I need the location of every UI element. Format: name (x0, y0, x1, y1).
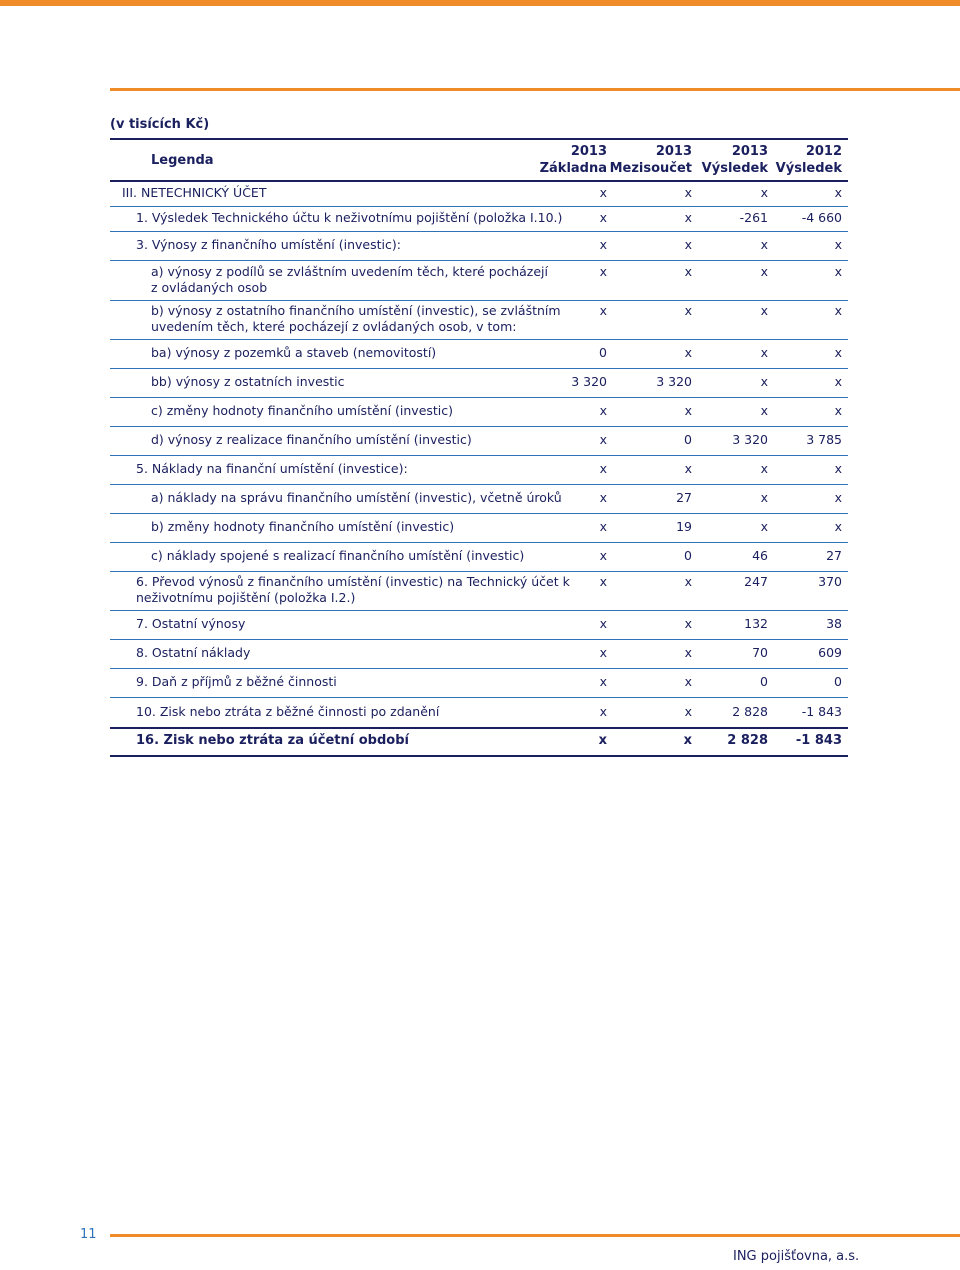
row-value-col-4: -1 843 (795, 733, 842, 748)
row-label-line: 8. Ostatní náklady (136, 645, 251, 660)
table-row (110, 485, 848, 514)
row-label (151, 548, 524, 564)
row-value-col-2: x (684, 303, 692, 318)
row-label (151, 303, 561, 335)
row-value-col-3: x (760, 264, 768, 279)
row-label-line: uvedením těch, které pocházejí z ovládaných osob, v tom: (151, 319, 517, 334)
row-label-line: c) náklady spojené s realizací finančního umístění (investic) (151, 548, 525, 563)
row-value-col-2: x (684, 704, 692, 719)
row-value-col-3: x (760, 185, 768, 200)
table-row (110, 611, 848, 640)
row-value-col-2: 0 (684, 548, 692, 563)
row-label (151, 374, 345, 390)
row-label-line: 5. Náklady na finanční umístění (investice): (136, 461, 408, 476)
row-value-col-1: x (599, 616, 607, 631)
row-value-col-1: x (599, 574, 607, 589)
legend-label: Legenda (151, 153, 214, 168)
row-value-col-4: x (834, 374, 842, 389)
row-label-line: neživotnímu pojištění (položka I.2.) (136, 590, 356, 605)
income-statement-table (110, 138, 848, 757)
row-value-col-1: x (598, 733, 607, 748)
row-value-col-3: x (760, 461, 768, 476)
row-value-col-4: x (834, 519, 842, 534)
row-label-line: 10. Zisk nebo ztráta z běžné činnosti po zdanění (136, 704, 440, 719)
row-value-col-3: 2 828 (727, 733, 768, 748)
row-value-col-3: 46 (752, 548, 768, 563)
row-value-col-3: 2 828 (732, 704, 768, 719)
row-label-line: bb) výnosy z ostatních investic (151, 374, 345, 389)
column-header-2012-vysledek: 2012 Výsledek (775, 144, 842, 176)
row-label-line: ba) výnosy z pozemků a staveb (nemovitostí) (151, 345, 437, 360)
row-value-col-3: 247 (744, 574, 768, 589)
row-label-line: b) výnosy z ostatního finančního umístění (investic), se zvláštním (151, 303, 561, 318)
unit-label: (v tisících Kč) (110, 117, 210, 132)
row-label-line: a) výnosy z podílů se zvláštním uvedením těch, které pocházejí (151, 264, 548, 279)
row-label-line: 3. Výnosy z finančního umístění (investic): (136, 237, 401, 252)
row-value-col-2: x (683, 733, 692, 748)
table-row (110, 398, 848, 427)
row-label-line: b) změny hodnoty finančního umístění (investic) (151, 519, 455, 534)
row-value-col-3: -261 (739, 210, 768, 225)
row-value-col-4: x (834, 237, 842, 252)
row-value-col-4: x (834, 490, 842, 505)
row-value-col-2: 0 (684, 432, 692, 447)
row-value-col-1: x (599, 645, 607, 660)
row-label (136, 461, 408, 477)
row-label (136, 674, 337, 690)
row-value-col-4: x (834, 403, 842, 418)
row-value-col-1: x (599, 519, 607, 534)
row-label (136, 616, 245, 632)
row-value-col-2: x (684, 645, 692, 660)
table-row (110, 427, 848, 456)
row-value-col-4: x (834, 303, 842, 318)
row-value-col-3: 3 320 (732, 432, 768, 447)
row-value-col-2: x (684, 210, 692, 225)
row-label (151, 519, 454, 535)
row-value-col-1: x (599, 185, 607, 200)
row-value-col-2: x (684, 185, 692, 200)
row-value-col-1: x (599, 210, 607, 225)
row-value-col-2: x (684, 674, 692, 689)
row-label-line: 16. Zisk nebo ztráta za účetní období (136, 733, 409, 748)
row-value-col-3: x (760, 237, 768, 252)
row-value-col-2: x (684, 237, 692, 252)
row-value-col-1: x (599, 264, 607, 279)
row-value-col-3: 0 (760, 674, 768, 689)
row-label (151, 403, 453, 419)
header-rule (110, 88, 960, 91)
row-label-line: 9. Daň z příjmů z běžné činnosti (136, 674, 337, 689)
row-value-col-4: x (834, 461, 842, 476)
row-value-col-4: x (834, 185, 842, 200)
row-label (151, 432, 472, 448)
table-row (110, 301, 848, 340)
row-label (136, 704, 439, 720)
row-value-col-3: x (760, 490, 768, 505)
row-value-col-4: 370 (818, 574, 842, 589)
row-value-col-2: x (684, 461, 692, 476)
row-value-col-4: x (834, 345, 842, 360)
row-value-col-4: 38 (826, 616, 842, 631)
top-accent-bar (0, 0, 960, 6)
table-row (110, 640, 848, 669)
row-value-col-1: x (599, 704, 607, 719)
brand-name: ING pojišťovna, a.s. (733, 1249, 860, 1264)
row-label-line: a) náklady na správu finančního umístění (investic), včetně úroků (151, 490, 562, 505)
row-value-col-4: 3 785 (806, 432, 842, 447)
row-value-col-1: x (599, 548, 607, 563)
row-value-col-2: x (684, 345, 692, 360)
row-value-col-1: x (599, 303, 607, 318)
row-value-col-2: 3 320 (656, 374, 692, 389)
table-row (110, 207, 848, 232)
row-label-line: 7. Ostatní výnosy (136, 616, 246, 631)
row-value-col-1: x (599, 490, 607, 505)
row-label (136, 210, 562, 226)
row-label (136, 645, 250, 661)
row-value-col-4: 27 (826, 548, 842, 563)
table-row (110, 727, 848, 755)
row-value-col-2: x (684, 403, 692, 418)
column-header-2013-zakladna: 2013 Základna (539, 144, 607, 176)
row-value-col-3: x (760, 303, 768, 318)
row-value-col-1: 0 (599, 345, 607, 360)
row-value-col-3: x (760, 403, 768, 418)
row-label-line: z ovládaných osob (151, 280, 268, 295)
row-label-line: III. NETECHNICKÝ ÚČET (122, 185, 267, 200)
column-header-2013-vysledek: 2013 Výsledek (701, 144, 768, 176)
table-row (110, 543, 848, 572)
row-label (122, 185, 266, 201)
row-label-line: d) výnosy z realizace finančního umístění (investic) (151, 432, 472, 447)
row-label-line: 1. Výsledek Technického účtu k neživotnímu pojištění (položka I.10.) (136, 210, 563, 225)
row-value-col-1: x (599, 674, 607, 689)
column-header-2013-mezisoucet: 2013 Mezisoučet (609, 144, 692, 176)
row-value-col-4: 609 (818, 645, 842, 660)
row-value-col-2: 19 (676, 519, 692, 534)
table-row (110, 340, 848, 369)
table-row (110, 456, 848, 485)
table-row (110, 572, 848, 611)
row-value-col-2: 27 (676, 490, 692, 505)
row-value-col-1: x (599, 403, 607, 418)
row-label (151, 345, 436, 361)
row-label (151, 264, 548, 296)
row-value-col-4: -4 660 (801, 210, 842, 225)
row-value-col-1: x (599, 432, 607, 447)
table-row (110, 261, 848, 301)
row-value-col-4: x (834, 264, 842, 279)
row-value-col-2: x (684, 616, 692, 631)
row-value-col-2: x (684, 264, 692, 279)
row-value-col-2: x (684, 574, 692, 589)
table-body (110, 182, 848, 755)
row-value-col-3: 70 (752, 645, 768, 660)
table-header (110, 140, 848, 182)
table-row (110, 182, 848, 207)
row-value-col-1: x (599, 237, 607, 252)
row-value-col-3: x (760, 374, 768, 389)
row-label-line: c) změny hodnoty finančního umístění (investic) (151, 403, 454, 418)
table-row (110, 369, 848, 398)
row-value-col-4: 0 (834, 674, 842, 689)
page-number: 11 (80, 1227, 97, 1242)
row-label (151, 490, 562, 506)
row-label (136, 237, 401, 253)
row-label (136, 733, 409, 749)
row-value-col-3: 132 (744, 616, 768, 631)
row-value-col-1: 3 320 (571, 374, 607, 389)
table-row (110, 514, 848, 543)
row-value-col-3: x (760, 345, 768, 360)
table-row (110, 232, 848, 261)
row-label (136, 574, 570, 606)
row-value-col-3: x (760, 519, 768, 534)
table-row (110, 669, 848, 698)
row-value-col-4: -1 843 (801, 704, 842, 719)
footer-rule (110, 1234, 960, 1237)
row-label-line: 6. Převod výnosů z finančního umístění (investic) na Technický účet k (136, 574, 570, 589)
table-row (110, 698, 848, 727)
row-value-col-1: x (599, 461, 607, 476)
